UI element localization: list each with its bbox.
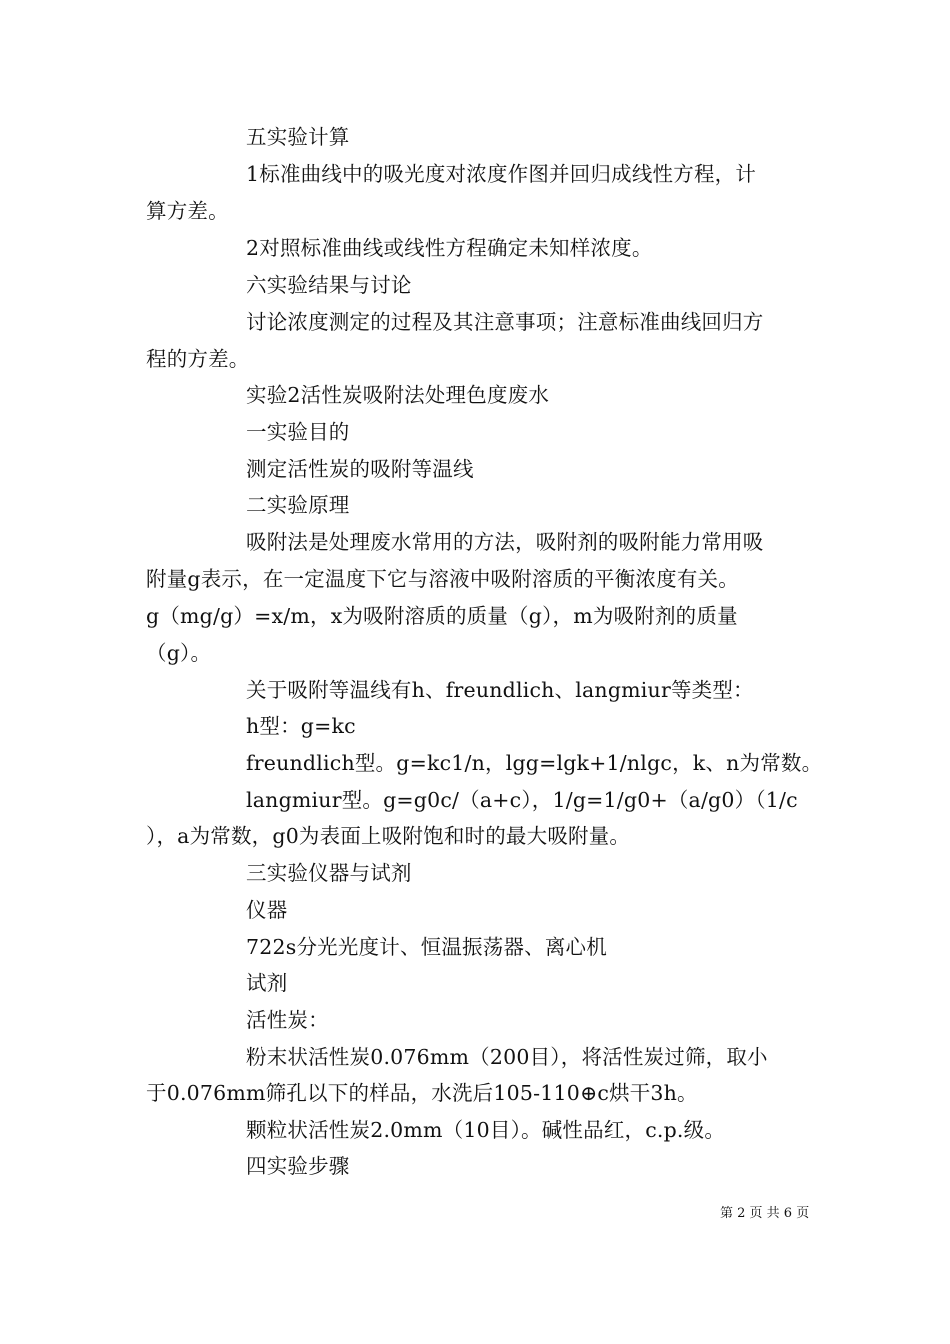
- paragraph-line: ），a为常数，g0为表面上吸附饱和时的最大吸附量。: [146, 824, 631, 848]
- paragraph-line: 吸附法是处理废水常用的方法，吸附剂的吸附能力常用吸: [246, 530, 764, 554]
- paragraph-line: 活性炭：: [246, 1008, 329, 1032]
- paragraph-line: 粉末状活性炭0.076mm（200目），将活性炭过筛，取小: [246, 1045, 768, 1069]
- paragraph-line: 1标准曲线中的吸光度对浓度作图并回归成线性方程，计: [246, 162, 757, 186]
- formula-line: freundlich型。g=kc1/n，lgg=lgk+1/nlgc，k、n为常数。: [246, 751, 823, 775]
- subheading-instruments: 仪器: [246, 898, 288, 922]
- paragraph-line: 722s分光光度计、恒温振荡器、离心机: [246, 935, 607, 959]
- section-heading-purpose: 一实验目的: [246, 420, 350, 444]
- experiment-title: 实验2活性炭吸附法处理色度废水: [246, 383, 550, 407]
- paragraph-line: 于0.076mm筛孔以下的样品，水洗后105-110⊕c烘干3h。: [146, 1081, 698, 1105]
- paragraph-line: 测定活性炭的吸附等温线: [246, 457, 474, 481]
- section-heading-calculation: 五实验计算: [246, 125, 350, 149]
- formula-line: langmiur型。g=g0c/（a+c），1/g=1/g0+（a/g0）（1/c: [246, 788, 798, 812]
- paragraph-line: 讨论浓度测定的过程及其注意事项；注意标准曲线回归方: [246, 310, 764, 334]
- formula-line: g（mg/g）=x/m，x为吸附溶质的质量（g），m为吸附剂的质量: [146, 604, 738, 628]
- section-heading-apparatus: 三实验仪器与试剂: [246, 861, 412, 885]
- paragraph-line: （g）。: [146, 641, 212, 665]
- paragraph-line: 附量g表示，在一定温度下它与溶液中吸附溶质的平衡浓度有关。: [146, 567, 739, 591]
- page-number: 第 2 页 共 6 页: [720, 1206, 810, 1221]
- paragraph-line: 算方差。: [146, 199, 229, 223]
- section-heading-principle: 二实验原理: [246, 493, 350, 517]
- formula-line: h型：g=kc: [246, 714, 356, 738]
- subheading-reagents: 试剂: [246, 971, 288, 995]
- paragraph-line: 2对照标准曲线或线性方程确定未知样浓度。: [246, 236, 653, 260]
- paragraph-line: 关于吸附等温线有h、freundlich、langmiur等类型：: [246, 678, 754, 702]
- section-heading-procedure: 四实验步骤: [246, 1154, 350, 1178]
- paragraph-line: 颗粒状活性炭2.0mm（10目）。碱性品红，c.p.级。: [246, 1118, 726, 1142]
- paragraph-line: 程的方差。: [146, 347, 250, 371]
- section-heading-results: 六实验结果与讨论: [246, 273, 412, 297]
